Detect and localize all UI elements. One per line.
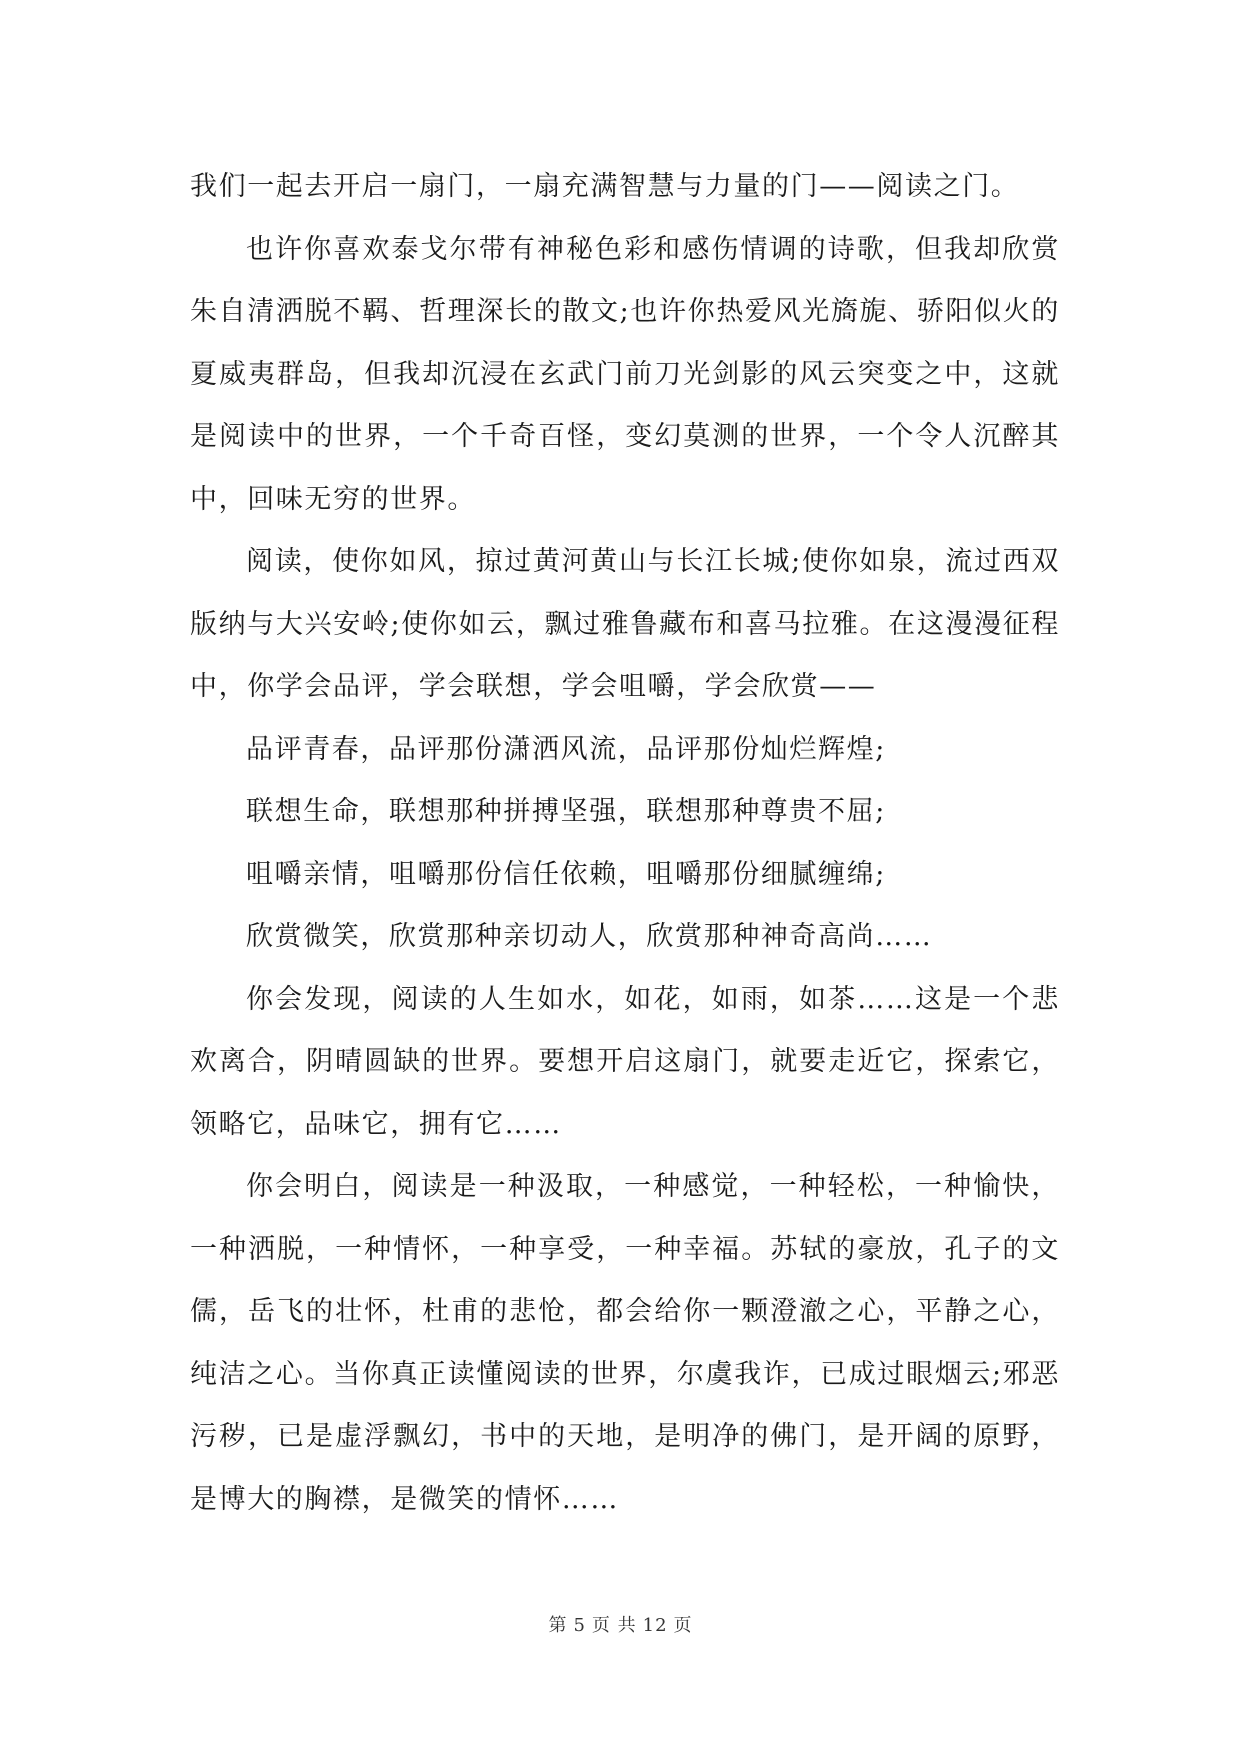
footer-prefix: 第: [548, 1615, 568, 1636]
paragraph-2: 也许你喜欢泰戈尔带有神秘色彩和感伤情调的诗歌，但我却欣赏朱自清洒脱不羁、哲理深长的散文;也许你热爱风光旖旎、骄阳似火的夏威夷群岛，但我却沉浸在玄武门前刀光剑影的风云突变之中，这就是阅读中的世界，一个千奇百怪，变幻莫测的世界，一个令人沉醉其中，回味无穷的世界。: [190, 233, 1060, 515]
footer-middle: 页 共: [591, 1615, 637, 1636]
paragraph-3: 阅读，使你如风，掠过黄河黄山与长江长城;使你如泉，流过西双版纳与大兴安岭;使你如云，飘过雅鲁藏布和喜马拉雅。在这漫漫征程中，你学会品评，学会联想，学会咀嚼，学会欣赏——: [190, 546, 1060, 702]
paragraph-1: 我们一起去开启一扇门，一扇充满智慧与力量的门——阅读之门。: [190, 171, 1020, 202]
paragraph-8: 你会发现，阅读的人生如水，如花，如雨，如茶……这是一个悲欢离合，阴晴圆缺的世界。要想开启这扇门，就要走近它，探索它，领略它，品味它，拥有它……: [190, 983, 1060, 1140]
paragraph-6: 咀嚼亲情，咀嚼那份信任依赖，咀嚼那份细腻缠绵;: [246, 858, 886, 890]
footer-total-pages: 12: [642, 1615, 668, 1636]
page-footer: [0, 1611, 1241, 1637]
paragraph-5: 联想生命，联想那种拼搏坚强，联想那种尊贵不屈;: [246, 796, 886, 827]
paragraph-9: 你会明白，阅读是一种汲取，一种感觉，一种轻松，一种愉快，一种洒脱，一种情怀，一种享受，一种幸福。苏轼的豪放，孔子的文儒，岳飞的壮怀，杜甫的悲怆，都会给你一颗澄澈之心，平静之心，纯洁之心。当你真正读懂阅读的世界，尔虞我诈，已成过眼烟云;邪恶污秽，已是虚浮飘幻，书中的天地，是明净的佛门，是开阔的原野，是博大的胸襟，是微笑的情怀……: [190, 1171, 1060, 1515]
footer-suffix: 页: [673, 1615, 693, 1636]
footer-current-page: 5: [573, 1615, 586, 1636]
paragraph-4: 品评青春，品评那份潇洒风流，品评那份灿烂辉煌;: [246, 733, 886, 765]
document-body: [190, 156, 1060, 1531]
paragraph-7: 欣赏微笑，欣赏那种亲切动人，欣赏那种神奇高尚……: [246, 921, 933, 952]
